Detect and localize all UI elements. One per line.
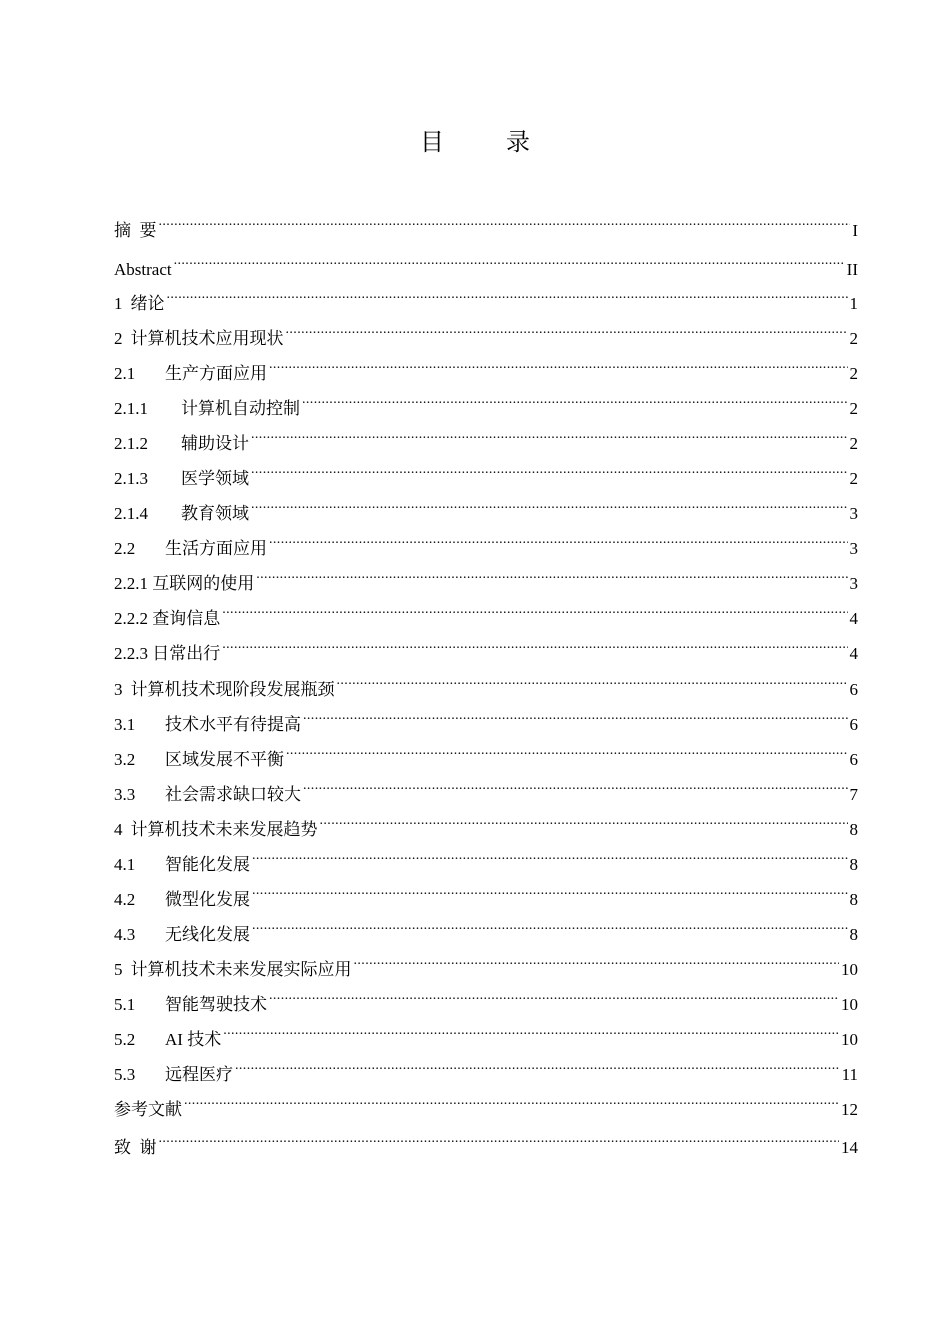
toc-entry-page: 3 <box>849 574 858 593</box>
toc-entry-page: 10 <box>841 1030 858 1049</box>
toc-entry[interactable] <box>114 287 858 315</box>
toc-entry[interactable] <box>114 778 858 806</box>
toc-entry-number: 2.1 <box>114 364 136 383</box>
toc-entry-title: 远程医疗 <box>165 1065 233 1084</box>
dot-leader <box>354 953 840 975</box>
toc-entry-title: 社会需求缺口较大 <box>165 785 301 804</box>
toc-entry-title: Abstract <box>114 260 172 279</box>
dot-leader <box>222 637 847 659</box>
toc-entry-page: 8 <box>849 855 858 874</box>
dot-leader <box>269 988 839 1010</box>
toc-entry-page: 14 <box>841 1138 858 1157</box>
toc-entry-page: I <box>852 221 858 240</box>
toc-entry-title: 智能化发展 <box>165 855 250 874</box>
toc-entry-number: 5.1 <box>114 995 136 1014</box>
toc-entry-number: 4 <box>114 820 123 839</box>
toc-entry-title: 日常出行 <box>152 644 221 663</box>
toc-entry-title: 生产方面应用 <box>165 364 267 383</box>
toc-entry-title: 区域发展不平衡 <box>165 750 284 769</box>
dot-leader <box>223 1023 839 1045</box>
dot-leader <box>252 848 848 870</box>
toc-entry[interactable] <box>114 427 858 455</box>
dot-leader <box>159 214 851 236</box>
toc-entry-page: 2 <box>849 364 858 383</box>
toc-entry[interactable] <box>114 813 858 841</box>
toc-entry-title: 智能驾驶技术 <box>165 995 267 1014</box>
dot-leader <box>302 392 848 414</box>
dot-leader <box>159 1131 840 1153</box>
toc-entry-page: 4 <box>849 644 858 663</box>
toc-entry-page: 2 <box>849 434 858 453</box>
toc-entry-page: 2 <box>849 329 858 348</box>
toc-entry-number: 2.2 <box>114 539 136 558</box>
toc-entry-number: 5.2 <box>114 1030 136 1049</box>
toc-entry[interactable] <box>114 1093 858 1121</box>
toc-entry-title: 辅助设计 <box>181 434 249 453</box>
dot-leader <box>303 708 848 730</box>
toc-entry-title: 计算机技术未来发展实际应用 <box>130 960 352 979</box>
toc-entry-title: 参考文献 <box>114 1100 182 1119</box>
toc-entry[interactable] <box>114 1023 858 1051</box>
toc-entry[interactable] <box>114 637 858 665</box>
dot-leader <box>251 427 848 449</box>
toc-entry[interactable] <box>114 532 858 560</box>
dot-leader <box>252 883 848 905</box>
toc-entry-number: 5.3 <box>114 1065 136 1084</box>
toc-entry-number: 2.1.4 <box>114 504 148 523</box>
toc-entry-title: 计算机自动控制 <box>181 399 300 418</box>
toc-entry-page: 8 <box>849 925 858 944</box>
toc-entry[interactable] <box>114 1058 858 1086</box>
dot-leader <box>286 743 848 765</box>
toc-entry[interactable] <box>114 883 858 911</box>
toc-entry-title: 技术水平有待提高 <box>165 715 301 734</box>
toc-entry[interactable] <box>114 462 858 490</box>
toc-entry[interactable] <box>114 214 858 242</box>
toc-entry-number: 3.2 <box>114 750 136 769</box>
toc-entry-title: 互联网的使用 <box>152 574 255 593</box>
toc-entry-page: II <box>846 260 858 279</box>
toc-entry-number: 5 <box>114 960 123 979</box>
dot-leader <box>320 813 848 835</box>
toc-entry-page: 8 <box>849 890 858 909</box>
toc-entry-title: 绪论 <box>130 294 165 313</box>
dot-leader <box>269 532 848 554</box>
dot-leader <box>222 602 847 624</box>
toc-entry-page: 3 <box>849 539 858 558</box>
toc-entry-number: 2.1.3 <box>114 469 148 488</box>
toc-entry-number: 3.3 <box>114 785 136 804</box>
toc-entry[interactable] <box>114 743 858 771</box>
toc-entry[interactable] <box>114 918 858 946</box>
dot-leader <box>184 1093 839 1115</box>
page-title: 目 录 <box>420 130 558 156</box>
toc-entry-page: 2 <box>849 469 858 488</box>
toc-entry-title: AI 技术 <box>165 1030 222 1049</box>
toc-entry-title: 计算机技术现阶段发展瓶颈 <box>130 680 335 699</box>
toc-entry-title: 致 谢 <box>114 1138 157 1157</box>
toc-entry-title: 医学领域 <box>181 469 249 488</box>
toc-entry-page: 1 <box>849 294 858 313</box>
toc-entry[interactable] <box>114 953 858 981</box>
toc-entry[interactable] <box>114 602 858 630</box>
toc-entry[interactable] <box>114 848 858 876</box>
toc-entry[interactable] <box>114 567 858 595</box>
toc-entry-page: 4 <box>849 609 858 628</box>
toc-entry-title: 无线化发展 <box>165 925 250 944</box>
toc-entry[interactable] <box>114 708 858 736</box>
toc-entry-number: 4.3 <box>114 925 136 944</box>
toc-entry-page: 12 <box>841 1100 858 1119</box>
toc-entry-number: 3.1 <box>114 715 136 734</box>
dot-leader <box>251 497 848 519</box>
toc-entry-number: 2.2.2 <box>114 609 148 628</box>
toc-entry-page: 3 <box>849 504 858 523</box>
toc-entry-page: 11 <box>841 1065 858 1084</box>
dot-leader <box>251 462 848 484</box>
toc-entry-page: 10 <box>841 960 858 979</box>
toc-entry-number: 1 <box>114 294 123 313</box>
toc-entry-title: 计算机技术应用现状 <box>130 329 284 348</box>
toc-entry-number: 2.2.3 <box>114 644 148 663</box>
toc-entry[interactable] <box>114 322 858 350</box>
dot-leader <box>337 673 848 695</box>
toc-entry[interactable] <box>114 497 858 525</box>
toc-entry-title: 计算机技术未来发展趋势 <box>130 820 318 839</box>
toc-entry-page: 6 <box>849 750 858 769</box>
toc-entry-number: 3 <box>114 680 123 699</box>
toc-entry-page: 7 <box>849 785 858 804</box>
toc-entry-title: 查询信息 <box>152 609 221 628</box>
toc-entry-title: 教育领域 <box>181 504 249 523</box>
dot-leader <box>167 287 848 309</box>
toc-entry[interactable] <box>114 392 858 420</box>
dot-leader <box>303 778 848 800</box>
dot-leader <box>235 1058 840 1080</box>
toc-entry-number: 2.1.2 <box>114 434 148 453</box>
toc-entry-title: 微型化发展 <box>165 890 250 909</box>
toc-entry[interactable] <box>114 253 858 281</box>
toc-entry-page: 2 <box>849 399 858 418</box>
toc-entry[interactable] <box>114 673 858 701</box>
toc-entry-page: 6 <box>849 680 858 699</box>
dot-leader <box>252 918 848 940</box>
toc-entry-page: 6 <box>849 715 858 734</box>
dot-leader <box>256 567 847 589</box>
toc-entry[interactable] <box>114 988 858 1016</box>
toc-entry-number: 2.2.1 <box>114 574 148 593</box>
toc-entry-number: 2.1.1 <box>114 399 148 418</box>
toc-entry-page: 8 <box>849 820 858 839</box>
toc-entry[interactable] <box>114 357 858 385</box>
toc-entry-title: 摘 要 <box>114 221 157 240</box>
toc-entry-page: 10 <box>841 995 858 1014</box>
toc-entry-number: 2 <box>114 329 123 348</box>
toc-entry[interactable] <box>114 1131 858 1159</box>
dot-leader <box>174 253 845 275</box>
dot-leader <box>269 357 848 379</box>
toc-entry-number: 4.1 <box>114 855 136 874</box>
toc-entry-number: 4.2 <box>114 890 136 909</box>
dot-leader <box>286 322 848 344</box>
toc-entry-title: 生活方面应用 <box>165 539 267 558</box>
